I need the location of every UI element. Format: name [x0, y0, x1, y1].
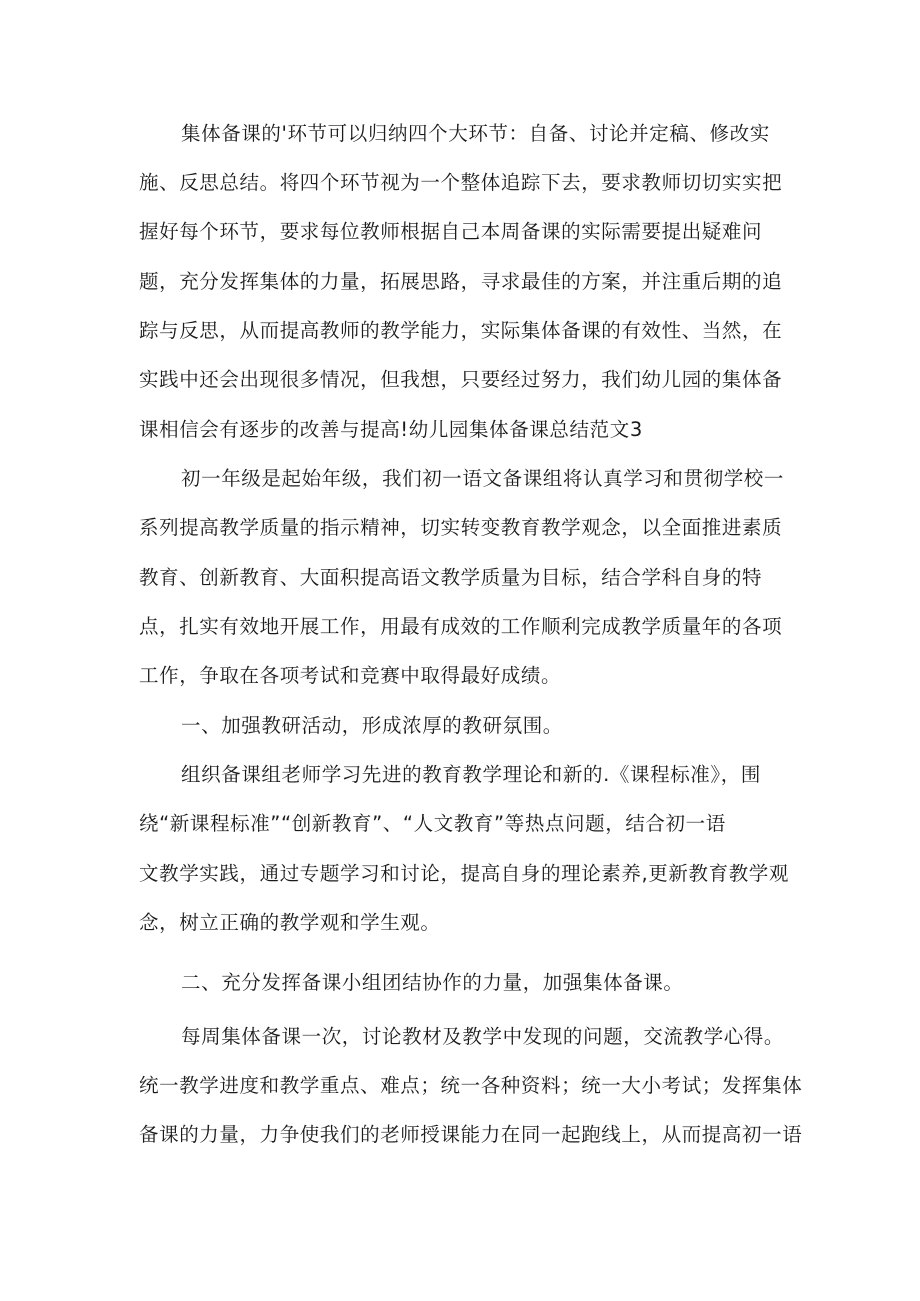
- text-line: 初一年级是起始年级，我们初一语文备课组将认真学习和贯彻学校一: [181, 467, 785, 490]
- text-line: 点，扎实有效地开展工作，用最有成效的工作顺利完成教学质量年的各项: [139, 615, 783, 638]
- text-line: 集体备课的'环节可以归纳四个大环节：自备、讨论并定稿、修改实: [181, 122, 770, 145]
- text-line: 课相信会有逐步的改善与提高!幼儿园集体备课总结范文3: [139, 418, 643, 441]
- text-line: 工作，争取在各项考试和竞赛中取得最好成绩。: [139, 664, 562, 687]
- text-line: 实践中还会出现很多情况，但我想，只要经过努力，我们幼儿园的集体备: [139, 368, 783, 391]
- section-heading: 二、充分发挥备课小组团结协作的力量，加强集体备课。: [181, 971, 684, 994]
- text-line: 备课的力量，力争使我们的老师授课能力在同一起跑线上，从而提高初一语: [139, 1123, 803, 1146]
- text-line: 踪与反思，从而提高教师的教学能力，实际集体备课的有效性、当然，在: [139, 319, 783, 342]
- text-line: 题，充分发挥集体的力量，拓展思路，寻求最佳的方案，并注重后期的追: [139, 270, 783, 293]
- text-line: 念，树立正确的教学观和学生观。: [139, 911, 441, 934]
- text-line: 教育、创新教育、大面积提高语文教学质量为目标，结合学科自身的特: [139, 566, 763, 589]
- text-line: 施、反思总结。将四个环节视为一个整体追踪下去，要求教师切切实实把: [139, 171, 783, 194]
- text-line: 统一教学进度和教学重点、难点；统一各种资料；统一大小考试；发挥集体: [139, 1074, 803, 1097]
- text-line: 文教学实践，通过专题学习和讨论，提高自身的理论素养,更新教育教学观: [139, 862, 789, 885]
- text-line: 系列提高教学质量的指示精神，切实转变教育教学观念，以全面推进素质: [139, 516, 783, 539]
- text-line: 握好每个环节，要求每位教师根据自己本周备课的实际需要提出疑难问: [139, 220, 763, 243]
- text-line: 每周集体备课一次，讨论教材及教学中发现的问题，交流教学心得。: [181, 1025, 785, 1048]
- text-line: 组织备课组老师学习先进的教育教学理论和新的.《课程标准》，围: [181, 763, 761, 786]
- section-heading: 一、加强教研活动，形成浓厚的教研氛围。: [181, 714, 563, 737]
- text-line: 绕“新课程标准”“创新教育”、“人文教育”等热点问题，结合初一语: [139, 812, 726, 835]
